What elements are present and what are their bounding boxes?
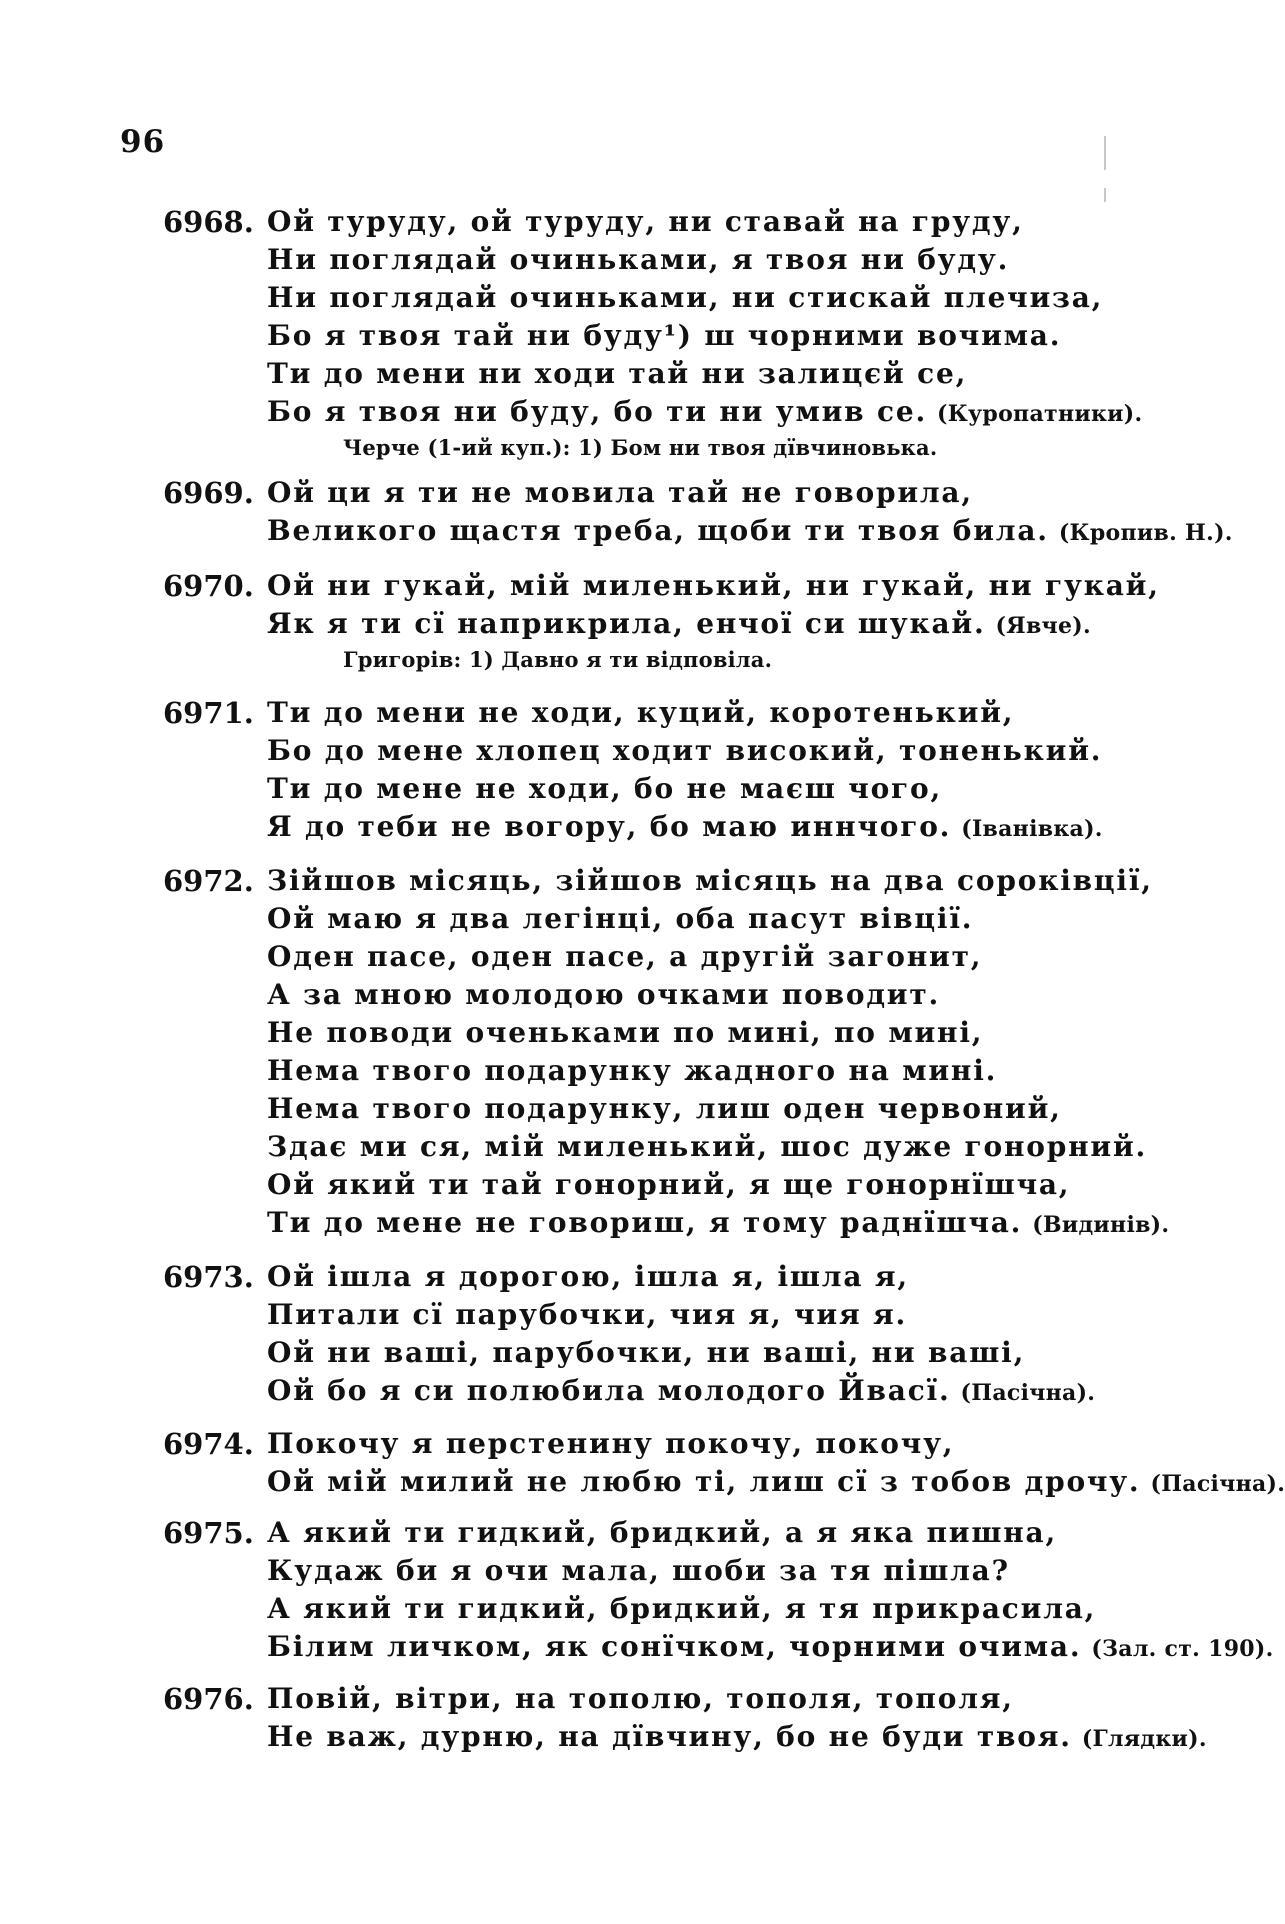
verse-line: Ти до мене не ходи, бо не маєш чого, <box>267 772 943 805</box>
source-location: (Глядки). <box>1081 1726 1207 1752</box>
verse-line-text: Як я ти сї наприкрила, енчої си шукай. <box>267 607 986 640</box>
verse-line: Ти до мени ни ходи тай ни залицєй се, <box>267 357 968 390</box>
verse-line-text: Я до теби не вогору, бо маю иннчого. <box>267 810 952 843</box>
verse-line <box>267 808 1103 846</box>
verse-line: Бо до мене хлопец ходит високий, тоненький. <box>267 734 1103 767</box>
verse-line-text: Ой бо я си полюбила молодого Йвасї. <box>267 1374 951 1407</box>
verse-line <box>267 605 1091 643</box>
verse-line: Ой ішла я дорогою, ішла я, ішла я, <box>267 1260 909 1293</box>
page-number: 96 <box>120 124 166 160</box>
verse-line: Бо я твоя тай ни буду¹) ш чорними вочима. <box>267 319 1062 352</box>
source-location: (Іванівка). <box>961 816 1103 842</box>
variant-note: Черче (1-ий куп.): 1) Бом ни твоя дївчиновька. <box>343 435 938 460</box>
song-number: 6972. <box>163 864 254 898</box>
song-number: 6971. <box>163 696 254 730</box>
song-verse <box>267 203 1143 465</box>
page-edge-mark <box>1104 188 1106 202</box>
verse-line: Повій, вітри, на тополю, тополя, тополя, <box>267 1682 1014 1715</box>
verse-line: Ой ни гукай, мій миленький, ни гукай, ни гукай, <box>267 569 1160 602</box>
verse-line: А який ти гидкий, бридкий, я тя прикрасила, <box>267 1592 1097 1625</box>
song-verse <box>267 474 1233 550</box>
page-edge-mark <box>1104 136 1106 170</box>
variant-note: Григорів: 1) Давно я ти відповіла. <box>343 647 773 672</box>
verse-line: Зійшов місяць, зійшов місяць на два сороківції, <box>267 864 1153 897</box>
song-number: 6973. <box>163 1260 254 1294</box>
source-location: (Зал. ст. 190). <box>1091 1636 1274 1662</box>
song-number: 6968. <box>163 205 254 239</box>
verse-line <box>267 1628 1274 1666</box>
song-number: 6976. <box>163 1682 254 1716</box>
verse-line: А який ти гидкий, бридкий, а я яка пишна, <box>267 1516 1058 1549</box>
source-location: (Видинів). <box>1032 1212 1170 1238</box>
verse-line: Нема твого подарунку, лиш оден червоний, <box>267 1092 1062 1125</box>
verse-line: А за мною молодою очками поводит. <box>267 978 941 1011</box>
source-location: (Кропив. Н.). <box>1058 520 1233 546</box>
song-verse <box>267 567 1160 677</box>
source-location: (Куропатники). <box>937 401 1143 427</box>
song-verse <box>267 1425 1285 1501</box>
verse-line <box>267 1372 1096 1410</box>
verse-line-text: Бо я твоя ни буду, бо ти ни умив се. <box>267 395 927 428</box>
verse-line: Здає ми ся, мій миленький, шос дуже гонорний. <box>267 1130 1148 1163</box>
verse-line: Ой туруду, ой туруду, ни ставай на груду, <box>267 205 1024 238</box>
song-verse <box>267 1680 1207 1756</box>
song-number: 6969. <box>163 476 254 510</box>
song-number: 6970. <box>163 569 254 603</box>
verse-line <box>267 1204 1170 1242</box>
verse-line: Ти до мени не ходи, куций, коротенький, <box>267 696 1015 729</box>
verse-line-text: Ой мій милий не любю ті, лиш сї з тобов дрочу. <box>267 1465 1141 1498</box>
verse-line <box>267 1718 1207 1756</box>
verse-line-text: Ти до мене не говориш, я тому раднїшча. <box>267 1206 1023 1239</box>
song-verse <box>267 1514 1274 1666</box>
verse-line: Оден пасе, оден пасе, а другій загонит, <box>267 940 983 973</box>
verse-line: Ой маю я два легінці, оба пасут вівції. <box>267 902 974 935</box>
verse-line: Не поводи оченьками по мині, по мині, <box>267 1016 984 1049</box>
verse-line-text: Не важ, дурню, на дївчину, бо не буди твоя. <box>267 1720 1072 1753</box>
verse-line <box>267 1463 1285 1501</box>
verse-line: Ни поглядай очиньками, ни стискай плечиза, <box>267 281 1104 314</box>
verse-line: Кудаж би я очи мала, шоби за тя пішла? <box>267 1554 1010 1587</box>
source-location: (Явче). <box>995 613 1091 639</box>
song-verse <box>267 1258 1096 1410</box>
verse-line: Ой ци я ти не мовила тай не говорила, <box>267 476 973 509</box>
song-verse <box>267 694 1103 846</box>
song-number: 6974. <box>163 1427 254 1461</box>
verse-line: Ни поглядай очиньками, я твоя ни буду. <box>267 243 1010 276</box>
verse-line: Нема твого подарунку жадного на мині. <box>267 1054 998 1087</box>
verse-line: Ой ни ваші, парубочки, ни ваші, ни ваші, <box>267 1336 1026 1369</box>
song-verse <box>267 862 1170 1242</box>
verse-line: Покочу я перстенину покочу, покочу, <box>267 1427 955 1460</box>
verse-line-text: Білим личком, як сонїчком, чорними очима. <box>267 1630 1082 1663</box>
verse-line: Ой який ти тай гонорний, я ще гонорнїшча, <box>267 1168 1071 1201</box>
verse-line: Питали сї парубочки, чия я, чия я. <box>267 1298 908 1331</box>
verse-line <box>267 393 1143 431</box>
song-number: 6975. <box>163 1516 254 1550</box>
source-location: (Пасічна). <box>960 1380 1096 1406</box>
verse-line <box>267 512 1233 550</box>
source-location: (Пасічна). <box>1150 1471 1285 1497</box>
verse-line-text: Великого щастя треба, щоби ти твоя била. <box>267 514 1049 547</box>
